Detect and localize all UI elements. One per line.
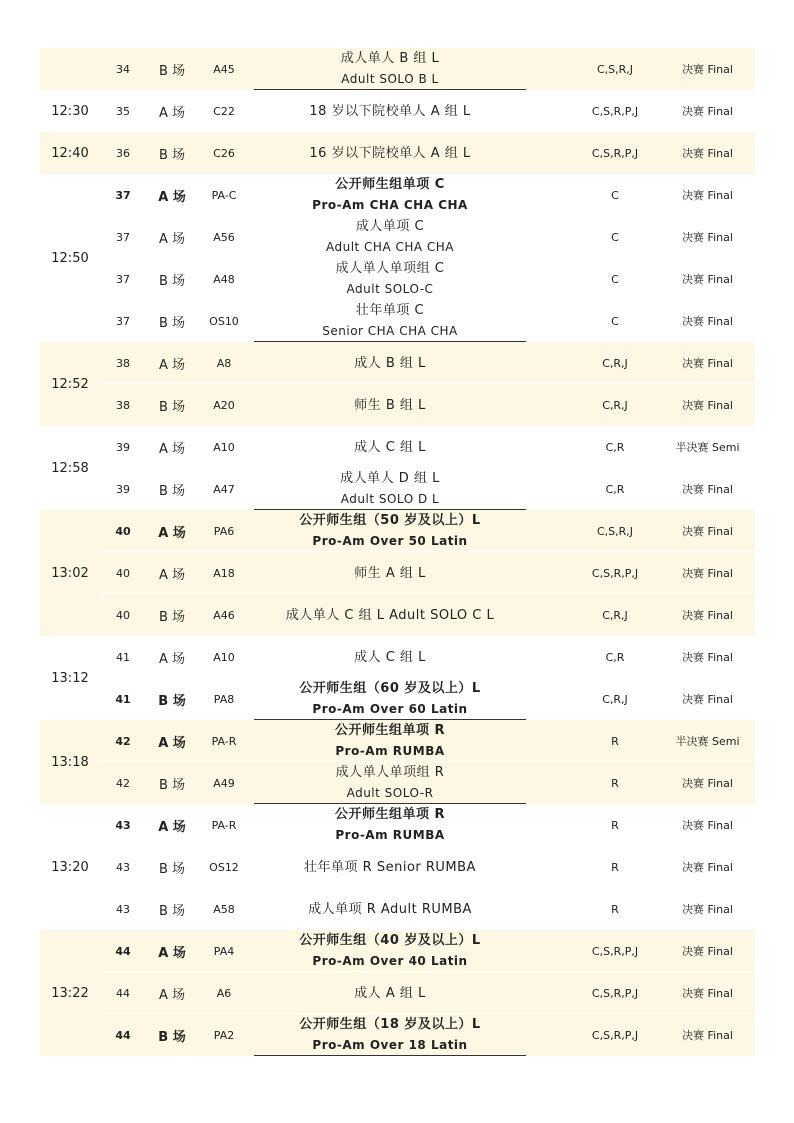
event-name-zh: 壮年单项 C [355, 302, 425, 318]
event-number: 37 [115, 188, 131, 202]
event-code: PA-C [211, 188, 237, 202]
dances: C,R [605, 440, 625, 454]
dances: C [611, 314, 619, 328]
event-name-zh: 成人单人 B 组 L [340, 50, 440, 66]
round-label: 决赛 Final [682, 609, 733, 622]
event-name [254, 510, 526, 552]
event-code: A47 [213, 482, 235, 496]
event-number: 40 [116, 566, 130, 580]
event-name [254, 426, 526, 468]
event-name-zh: 成人单项 R Adult RUMBA [308, 901, 472, 917]
event-number: 37 [116, 314, 130, 328]
schedule-row [40, 636, 755, 678]
event-name-zh: 公开师生组单项 C [335, 176, 445, 192]
event-number: 39 [116, 440, 130, 454]
event-number: 37 [116, 230, 130, 244]
event-code: PA8 [213, 692, 235, 706]
event-number: 35 [116, 104, 130, 118]
dances: R [611, 776, 619, 790]
time-slot-group [40, 48, 755, 90]
dances: C,S,R,P,J [591, 944, 639, 958]
dances: C,R,J [602, 608, 628, 622]
event-number: 40 [116, 608, 130, 622]
event-code: A20 [213, 398, 235, 412]
venue-label: B 场 [158, 147, 186, 163]
dances: C,S,R,P,J [591, 146, 639, 160]
event-code: A45 [213, 62, 235, 76]
schedule-row [40, 552, 755, 594]
event-code: A8 [216, 356, 232, 370]
event-name-zh: 成人单人单项组 R [335, 764, 445, 780]
schedule-row [40, 972, 755, 1014]
time-slot-group [40, 930, 755, 1056]
event-code: A46 [213, 608, 235, 622]
dances: C,S,R,J [596, 62, 634, 76]
time-slot-group [40, 804, 755, 930]
venue-label: A 场 [158, 105, 186, 121]
event-name-zh: 师生 A 组 L [354, 565, 426, 581]
dances: C,S,R,P,J [591, 104, 639, 118]
venue-label: A 场 [158, 189, 186, 205]
event-name [254, 552, 526, 594]
venue-label: A 场 [158, 945, 186, 961]
schedule-row [40, 216, 755, 258]
event-number: 38 [116, 356, 130, 370]
round-label: 决赛 Final [682, 903, 733, 916]
event-name-zh: 公开师生组（40 岁及以上）L [299, 932, 481, 948]
event-name-zh: 成人 C 组 L [354, 439, 426, 455]
round-label: 决赛 Final [682, 861, 733, 874]
event-name-en: Adult CHA CHA CHA [325, 239, 455, 254]
event-code: C26 [213, 146, 235, 160]
round-label: 决赛 Final [682, 483, 733, 496]
schedule-row [40, 342, 755, 384]
event-name-en: Pro-Am Over 60 Latin [312, 701, 468, 716]
event-name-en: Adult SOLO B L [341, 71, 439, 86]
event-name-zh: 成人单项 C [355, 218, 425, 234]
dances: R [611, 734, 619, 748]
event-name [254, 762, 526, 804]
dances: C,R,J [602, 398, 628, 412]
schedule-row [40, 594, 755, 636]
event-name [254, 48, 526, 90]
schedule-row [40, 1014, 755, 1056]
venue-label: B 场 [158, 903, 186, 919]
event-number: 36 [116, 146, 130, 160]
event-name [254, 804, 526, 846]
venue-label: B 场 [158, 483, 186, 499]
round-label: 决赛 Final [682, 819, 733, 832]
event-name [254, 594, 526, 636]
event-name-zh: 公开师生组（18 岁及以上）L [299, 1016, 481, 1032]
venue-label: B 场 [158, 609, 186, 625]
time-slot: 12:50 [51, 250, 89, 266]
round-label: 决赛 Final [682, 399, 733, 412]
event-number: 34 [116, 62, 130, 76]
venue-label: B 场 [158, 315, 186, 331]
round-label: 决赛 Final [682, 1029, 733, 1042]
round-label: 决赛 Final [682, 357, 733, 370]
round-label: 决赛 Final [682, 63, 733, 76]
time-slot-group [40, 90, 755, 132]
venue-label: A 场 [158, 357, 186, 373]
event-number: 37 [116, 272, 130, 286]
event-code: PA-R [211, 818, 237, 832]
event-name-zh: 成人单人 D 组 L [340, 470, 440, 486]
dances: C [611, 188, 619, 202]
schedule-row [40, 300, 755, 342]
dances: C,S,R,P,J [591, 566, 639, 580]
schedule-row [40, 888, 755, 930]
event-name-zh: 18 岁以下院校单人 A 组 L [309, 103, 471, 119]
event-name-en: Adult SOLO-R [346, 785, 434, 800]
dances: C,S,R,P,J [591, 1028, 639, 1042]
schedule-table [40, 48, 755, 1056]
dances: R [611, 860, 619, 874]
venue-label: A 场 [158, 441, 186, 457]
event-name [254, 1014, 526, 1056]
schedule-row [40, 384, 755, 426]
event-code: A48 [213, 272, 235, 286]
venue-label: A 场 [158, 987, 186, 1003]
venue-label: B 场 [158, 63, 186, 79]
venue-label: A 场 [158, 231, 186, 247]
event-number: 38 [116, 398, 130, 412]
schedule-row [40, 510, 755, 552]
time-slot-group [40, 720, 755, 804]
dances: C,R,J [602, 692, 628, 706]
schedule-row [40, 720, 755, 762]
event-name [254, 174, 526, 216]
schedule-row [40, 48, 755, 90]
round-label: 决赛 Final [682, 231, 733, 244]
event-name-en: Pro-Am Over 18 Latin [312, 1037, 468, 1052]
time-slot: 12:52 [51, 376, 89, 392]
event-name [254, 888, 526, 930]
schedule-row [40, 258, 755, 300]
event-name-en: Pro-Am RUMBA [335, 743, 445, 758]
venue-label: A 场 [158, 525, 186, 541]
dances: C [611, 272, 619, 286]
dances: C,R [605, 650, 625, 664]
event-name-zh: 师生 B 组 L [354, 397, 426, 413]
schedule-row [40, 132, 755, 174]
dances: C,S,R,J [596, 524, 634, 538]
venue-label: B 场 [158, 861, 186, 877]
event-name-en: Adult SOLO D L [340, 491, 440, 506]
time-slot: 13:20 [51, 859, 89, 875]
schedule-row [40, 930, 755, 972]
round-label: 决赛 Final [682, 273, 733, 286]
event-name-en: Adult SOLO-C [346, 281, 434, 296]
event-name-zh: 公开师生组（60 岁及以上）L [299, 680, 481, 696]
round-label: 决赛 Final [682, 147, 733, 160]
time-slot: 13:12 [51, 670, 89, 686]
event-number: 43 [116, 902, 130, 916]
event-code: C22 [213, 104, 235, 118]
dances: C,R [605, 482, 625, 496]
time-slot: 13:18 [51, 754, 89, 770]
round-label: 决赛 Final [682, 189, 733, 202]
event-name [254, 930, 526, 972]
event-name-zh: 公开师生组单项 R [334, 722, 446, 738]
event-code: A18 [213, 566, 235, 580]
time-slot: 13:22 [51, 985, 89, 1001]
dances: R [611, 818, 619, 832]
time-slot-group [40, 636, 755, 720]
event-name-zh: 公开师生组（50 岁及以上）L [299, 512, 481, 528]
event-name [254, 384, 526, 426]
time-slot-group [40, 132, 755, 174]
round-label: 决赛 Final [682, 315, 733, 328]
dances: R [611, 902, 619, 916]
event-name-en: Pro-Am Over 50 Latin [312, 533, 468, 548]
time-slot: 12:40 [51, 145, 89, 161]
event-number: 42 [116, 776, 130, 790]
time-slot-group [40, 510, 755, 636]
event-name-zh: 成人单人 C 组 L Adult SOLO C L [285, 607, 495, 623]
schedule-row [40, 804, 755, 846]
event-code: A49 [213, 776, 235, 790]
time-slot: 12:30 [51, 103, 89, 119]
event-name [254, 90, 526, 132]
round-label: 决赛 Final [682, 651, 733, 664]
venue-label: A 场 [158, 735, 186, 751]
event-code: PA2 [213, 1028, 235, 1042]
event-code: A6 [216, 986, 232, 1000]
round-label: 决赛 Final [682, 105, 733, 118]
event-code: A10 [213, 650, 235, 664]
event-name [254, 678, 526, 720]
time-slot-group [40, 342, 755, 426]
event-name [254, 846, 526, 888]
event-name-en: Senior CHA CHA CHA [322, 323, 458, 338]
event-number: 42 [115, 734, 131, 748]
time-slot-group [40, 426, 755, 510]
schedule-row [40, 174, 755, 216]
event-name-zh: 成人 A 组 L [354, 985, 426, 1001]
event-name [254, 216, 526, 258]
event-name-zh: 成人 C 组 L [354, 649, 426, 665]
event-code: PA-R [211, 734, 237, 748]
round-label: 决赛 Final [682, 777, 733, 790]
event-number: 41 [116, 650, 130, 664]
event-code: A58 [213, 902, 235, 916]
dances: C [611, 230, 619, 244]
event-name [254, 342, 526, 384]
venue-label: B 场 [158, 777, 186, 793]
event-number: 39 [116, 482, 130, 496]
event-name [254, 300, 526, 342]
venue-label: A 场 [158, 819, 186, 835]
dances: C,S,R,P,J [591, 986, 639, 1000]
event-number: 41 [115, 692, 131, 706]
round-label: 决赛 Final [682, 987, 733, 1000]
schedule-row [40, 90, 755, 132]
event-number: 40 [115, 524, 131, 538]
event-code: A10 [213, 440, 235, 454]
event-code: A56 [213, 230, 235, 244]
event-name-zh: 成人单人单项组 C [335, 260, 445, 276]
schedule-row [40, 678, 755, 720]
venue-label: B 场 [158, 399, 186, 415]
event-code: OS12 [209, 860, 239, 874]
time-slot: 13:02 [51, 565, 89, 581]
event-code: PA4 [213, 944, 235, 958]
event-name-zh: 16 岁以下院校单人 A 组 L [309, 145, 471, 161]
event-name [254, 468, 526, 510]
event-name-en: Pro-Am RUMBA [335, 827, 445, 842]
venue-label: A 场 [158, 567, 186, 583]
round-label: 决赛 Final [682, 567, 733, 580]
schedule-row [40, 426, 755, 468]
round-label: 决赛 Final [682, 945, 733, 958]
event-name [254, 972, 526, 1014]
event-name [254, 132, 526, 174]
time-slot-group [40, 174, 755, 342]
event-name [254, 258, 526, 300]
event-name [254, 720, 526, 762]
round-label: 决赛 Final [682, 525, 733, 538]
schedule-row [40, 846, 755, 888]
schedule-row [40, 762, 755, 804]
round-label: 决赛 Final [682, 693, 733, 706]
event-number: 44 [116, 986, 130, 1000]
event-name-en: Pro-Am CHA CHA CHA [312, 197, 468, 212]
round-label: 半决赛 Semi [675, 735, 740, 748]
venue-label: A 场 [158, 651, 186, 667]
event-number: 44 [115, 944, 131, 958]
event-code: PA6 [213, 524, 235, 538]
event-name-zh: 壮年单项 R Senior RUMBA [304, 859, 476, 875]
event-name-zh: 公开师生组单项 R [334, 806, 446, 822]
venue-label: B 场 [158, 273, 186, 289]
event-number: 43 [115, 818, 131, 832]
dances: C,R,J [602, 356, 628, 370]
schedule-row [40, 468, 755, 510]
event-number: 43 [116, 860, 130, 874]
event-code: OS10 [209, 314, 239, 328]
event-name [254, 636, 526, 678]
event-name-en: Pro-Am Over 40 Latin [312, 953, 468, 968]
venue-label: B 场 [158, 693, 186, 709]
venue-label: B 场 [158, 1029, 186, 1045]
time-slot: 12:58 [51, 460, 89, 476]
event-number: 44 [115, 1028, 131, 1042]
round-label: 半决赛 Semi [675, 441, 740, 454]
event-name-zh: 成人 B 组 L [354, 355, 426, 371]
